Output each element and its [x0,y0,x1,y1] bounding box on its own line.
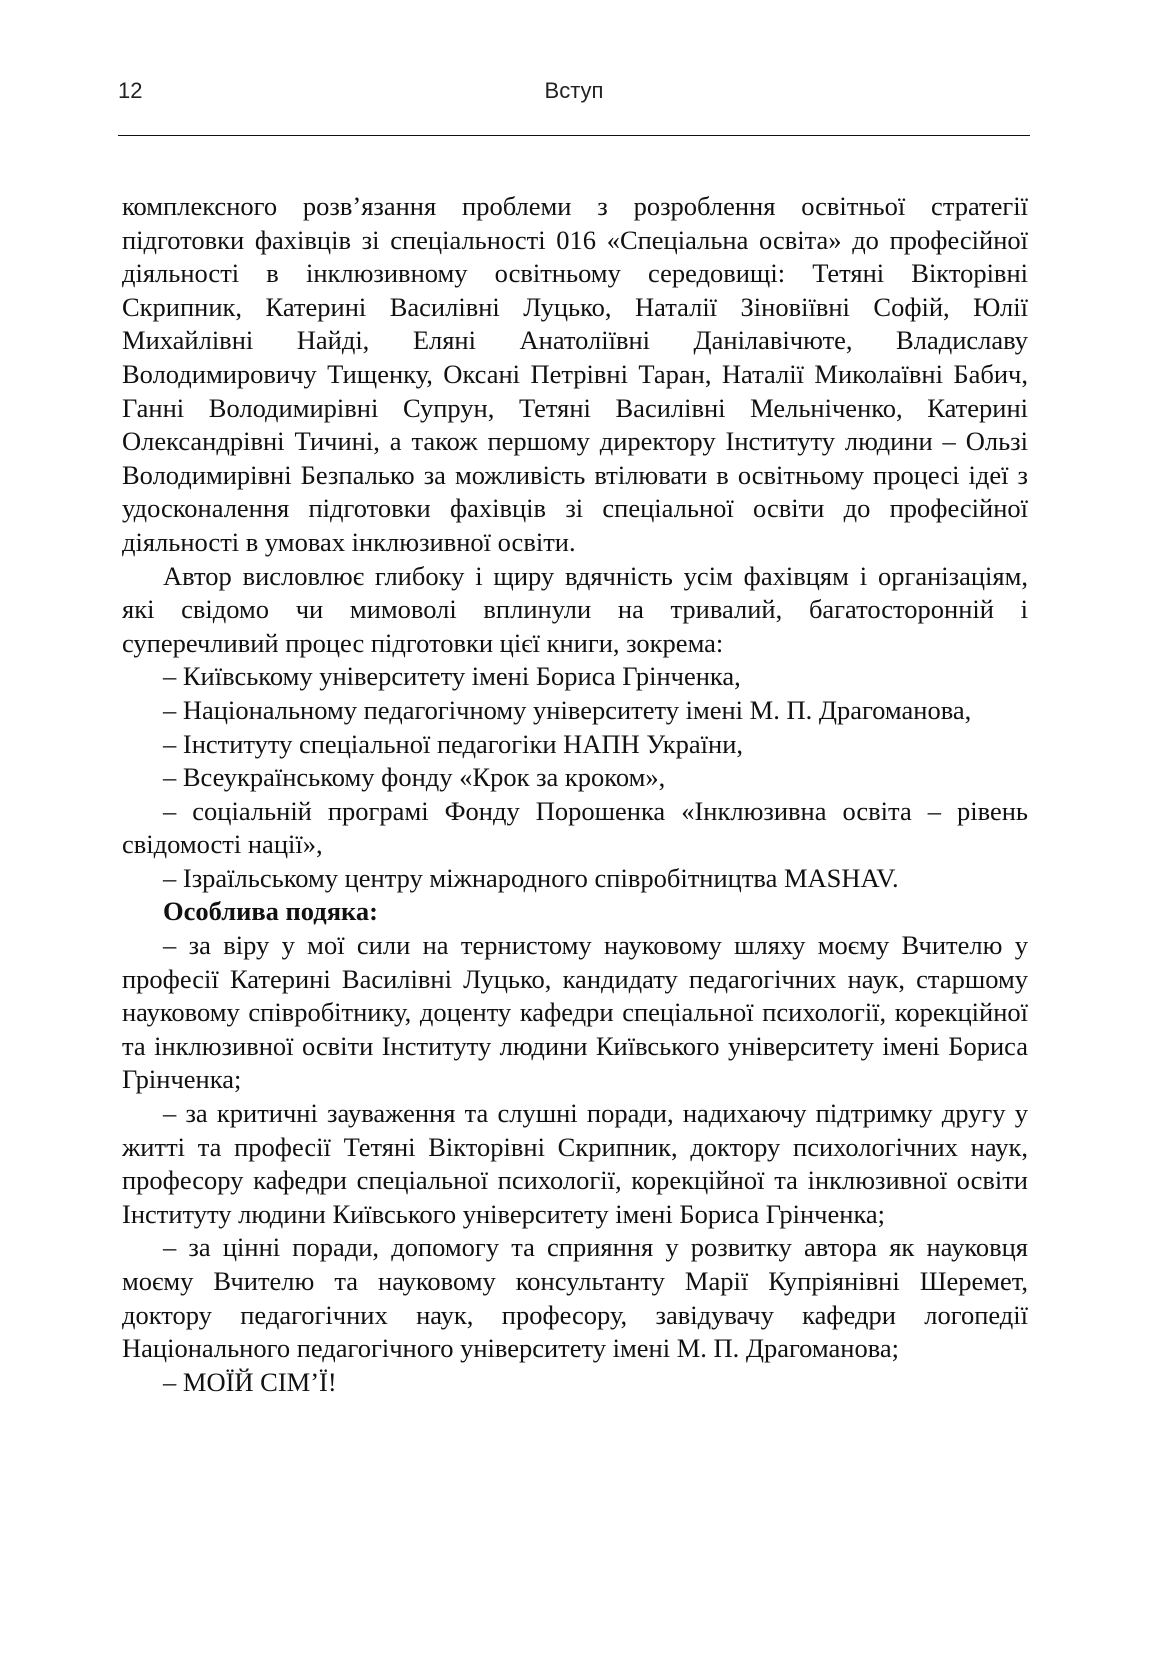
body-text [122,190,1028,1399]
page-number: 12 [118,78,143,103]
acknowledgement-paragraph: Автор висловлює глибоку і щиру вдячність усім фахівцям і організаціям, які свідомо чи мимоволі вплинули на тривалий, багатосторонній і суперечливий процес підготовки цієї книги, зокрема: [122,560,1028,658]
special-thanks-item: – МОЇЙ СІМ’Ї! [163,1366,337,1397]
organization-item: – Київському університету імені Бориса Грінченка, [163,661,741,692]
acknowledgement-paragraph: комплексного розв’язання проблеми з розроблення освітньої стратегії підготовки фахівців зі спеціальності 016 «Спеціальна освіта» до професійної діяльності в інклюзивному освітньому середовищі: Тетяні Вікторівні Скрипник, Катерині Василівні Луцько, Наталії Зіновіївні Софій, Юлії Михайлівні Найді, Еляні Анатоліївні Данілавічюте, Владиславу Володимировичу Тищенку, Оксані Петрівні Таран, Наталії Миколаївні Бабич, Ганні Володимирівні Супрун, Тетяні Василівні Мельніченко, Катерині Олександрівні Тичині, а також першому директору Інституту людини – Ользі Володимирівні Безпалько за можливість втілювати в освітньому процесі ідеї з удосконалення підготовки фахівців зі спеціальної освіти до професійної діяльності в умовах інклюзивної освіти. [122,191,1028,557]
header-divider [118,135,1030,136]
organization-item: – соціальній програмі Фонду Порошенка «Інклюзивна освіта – рівень свідомості нації», [122,795,1028,860]
organization-item: – Національному педагогічному університету імені М. П. Драгоманова, [163,694,972,725]
special-thanks-heading: Особлива подяка: [163,896,378,927]
special-thanks-item: – за цінні поради, допомогу та сприяння у розвитку автора як науковця моєму Вчителю та науковому консультанту Марії Купріянівні Шеремет, доктору педагогічних наук, професору, завідувачу кафедри логопедії Національного педагогічного університету імені М. П. Драгоманова; [122,1232,1028,1364]
special-thanks-item: – за віру у мої сили на тернистому науковому шляху моєму Вчителю у професії Катерині Василівні Луцько, кандидату педагогічних наук, старшому науковому співробітнику, доценту кафедри спеціальної психології, корекційної та інклюзивної освіти Інституту людини Київського університету імені Бориса Грінченка; [122,930,1028,1095]
organization-item: – Ізраїльському центру міжнародного співробітництва MASHAV. [163,862,899,893]
running-header [118,78,1030,136]
chapter-title: Вступ [544,78,604,103]
organization-item: – Всеукраїнському фонду «Крок за кроком», [163,762,666,793]
organization-item: – Інституту спеціальної педагогіки НАПН України, [163,728,744,759]
special-thanks-item: – за критичні зауваження та слушні поради, надихаючу підтримку другу у житті та професії Тетяні Вікторівні Скрипник, доктору психологічних наук, професору кафедри спеціальної психології, корекційної та інклюзивної освіти Інституту людини Київського університету імені Бориса Грінченка; [122,1098,1028,1229]
